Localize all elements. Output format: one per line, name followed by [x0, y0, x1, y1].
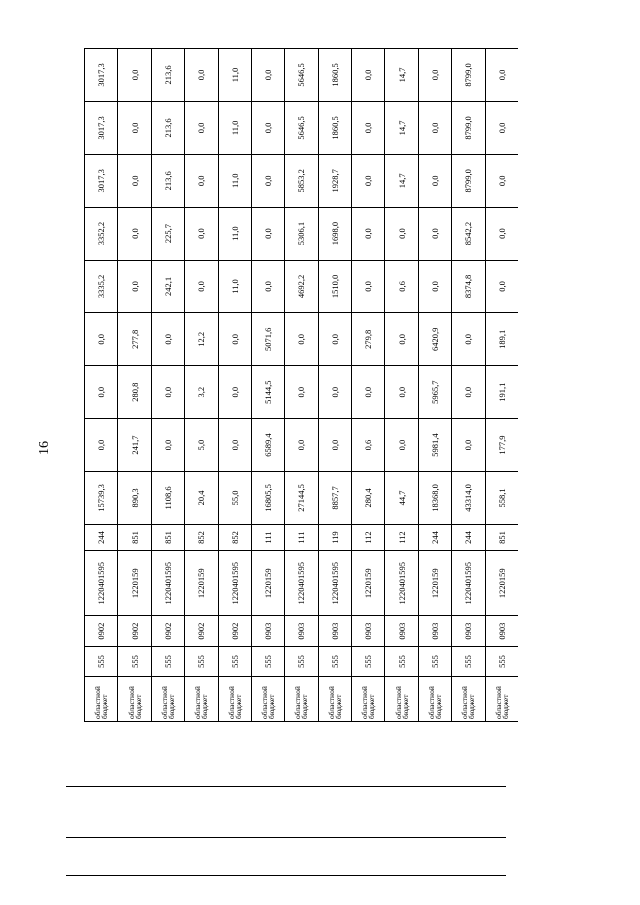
cell-v6: 0,0: [418, 207, 451, 260]
cell-label: областной бюджет: [352, 677, 385, 722]
cell-type: 851: [118, 524, 151, 550]
signature-line: [66, 837, 506, 838]
cell-type: 111: [251, 524, 284, 550]
cell-v4: 5071,6: [251, 313, 284, 366]
cell-v4: 0,0: [318, 313, 351, 366]
cell-v5: 0,0: [185, 260, 218, 313]
cell-v1: 280,4: [352, 471, 385, 524]
cell-target: 1220401595: [318, 551, 351, 616]
cell-v1: 15739,3: [85, 471, 118, 524]
cell-v8: 5646,5: [285, 101, 318, 154]
cell-v8: 0,0: [185, 101, 218, 154]
cell-v7: 3017,3: [85, 154, 118, 207]
cell-section: 0902: [185, 616, 218, 646]
cell-type: 119: [318, 524, 351, 550]
cell-v8: 213,6: [151, 101, 184, 154]
cell-label: областной бюджет: [385, 677, 418, 722]
cell-v5: 0,0: [418, 260, 451, 313]
cell-section: 0903: [452, 616, 485, 646]
cell-v7: 0,0: [251, 154, 284, 207]
cell-v2: 0,0: [318, 419, 351, 472]
cell-target: 1220159: [185, 551, 218, 616]
table-row: [418, 49, 451, 722]
cell-v3: 0,0: [385, 366, 418, 419]
cell-v4: 6420,9: [418, 313, 451, 366]
cell-v1: 55,0: [218, 471, 251, 524]
cell-v9: 0,0: [418, 49, 451, 102]
cell-v8: 0,0: [485, 101, 518, 154]
cell-v1: 27144,5: [285, 471, 318, 524]
cell-label: областной бюджет: [151, 677, 184, 722]
table-row: [318, 49, 351, 722]
signature-line: [66, 786, 506, 787]
signature-line: [66, 875, 506, 876]
cell-v6: 0,0: [485, 207, 518, 260]
cell-label: областной бюджет: [251, 677, 284, 722]
cell-v2: 0,0: [452, 419, 485, 472]
table-row: [251, 49, 284, 722]
cell-v8: 0,0: [352, 101, 385, 154]
cell-v6: 0,0: [118, 207, 151, 260]
cell-section: 0903: [285, 616, 318, 646]
cell-v2: 0,0: [218, 419, 251, 472]
budget-table-frame: [84, 48, 518, 722]
cell-v6: 0,0: [251, 207, 284, 260]
cell-v7: 8799,0: [452, 154, 485, 207]
cell-ministry: 555: [151, 646, 184, 676]
cell-section: 0903: [418, 616, 451, 646]
cell-v2: 241,7: [118, 419, 151, 472]
cell-section: 0903: [385, 616, 418, 646]
cell-v9: 0,0: [485, 49, 518, 102]
cell-v4: 0,0: [151, 313, 184, 366]
cell-v9: 0,0: [352, 49, 385, 102]
cell-v9: 0,0: [118, 49, 151, 102]
cell-v2: 6589,4: [251, 419, 284, 472]
cell-v2: 5,0: [185, 419, 218, 472]
cell-type: 244: [452, 524, 485, 550]
cell-section: 0902: [151, 616, 184, 646]
cell-v3: 280,8: [118, 366, 151, 419]
cell-v2: 0,0: [151, 419, 184, 472]
table-row: [118, 49, 151, 722]
cell-v3: 3,2: [185, 366, 218, 419]
cell-ministry: 555: [285, 646, 318, 676]
cell-v2: 177,9: [485, 419, 518, 472]
cell-v3: 0,0: [452, 366, 485, 419]
cell-label: областной бюджет: [485, 677, 518, 722]
cell-target: 1220401595: [285, 551, 318, 616]
cell-v6: 0,0: [352, 207, 385, 260]
cell-section: 0903: [352, 616, 385, 646]
cell-v2: 5981,4: [418, 419, 451, 472]
cell-v8: 0,0: [118, 101, 151, 154]
cell-v5: 3335,2: [85, 260, 118, 313]
cell-v5: 8374,8: [452, 260, 485, 313]
cell-v6: 0,0: [185, 207, 218, 260]
cell-v4: 0,0: [452, 313, 485, 366]
cell-v8: 11,0: [218, 101, 251, 154]
cell-v4: 0,0: [85, 313, 118, 366]
cell-v3: 5965,7: [418, 366, 451, 419]
cell-v1: 18368,0: [418, 471, 451, 524]
cell-ministry: 555: [418, 646, 451, 676]
cell-ministry: 555: [318, 646, 351, 676]
cell-ministry: 555: [185, 646, 218, 676]
cell-type: 851: [151, 524, 184, 550]
cell-v7: 5853,2: [285, 154, 318, 207]
table-row: [151, 49, 184, 722]
cell-v5: 4692,2: [285, 260, 318, 313]
cell-v6: 0,0: [385, 207, 418, 260]
cell-v5: 0,0: [251, 260, 284, 313]
table-row: [352, 49, 385, 722]
cell-v6: 3352,2: [85, 207, 118, 260]
cell-v8: 1860,5: [318, 101, 351, 154]
cell-v2: 0,0: [85, 419, 118, 472]
cell-target: 1220159: [118, 551, 151, 616]
cell-v3: 5144,5: [251, 366, 284, 419]
cell-section: 0902: [85, 616, 118, 646]
cell-ministry: 555: [218, 646, 251, 676]
cell-v6: 11,0: [218, 207, 251, 260]
cell-v7: 0,0: [185, 154, 218, 207]
cell-target: 1220159: [251, 551, 284, 616]
cell-type: 851: [485, 524, 518, 550]
cell-v5: 0,0: [118, 260, 151, 313]
cell-ministry: 555: [452, 646, 485, 676]
cell-v7: 0,0: [352, 154, 385, 207]
cell-ministry: 555: [485, 646, 518, 676]
cell-type: 244: [418, 524, 451, 550]
cell-v7: 11,0: [218, 154, 251, 207]
cell-ministry: 555: [118, 646, 151, 676]
cell-v3: 191,1: [485, 366, 518, 419]
cell-target: 1220401595: [452, 551, 485, 616]
cell-label: областной бюджет: [285, 677, 318, 722]
table-row: [218, 49, 251, 722]
cell-v1: 890,3: [118, 471, 151, 524]
cell-v9: 11,0: [218, 49, 251, 102]
cell-v5: 242,1: [151, 260, 184, 313]
cell-v7: 0,0: [418, 154, 451, 207]
cell-type: 111: [285, 524, 318, 550]
cell-v4: 279,8: [352, 313, 385, 366]
cell-v1: 16805,5: [251, 471, 284, 524]
cell-v5: 0,6: [385, 260, 418, 313]
cell-target: 1220159: [485, 551, 518, 616]
cell-v3: 0,0: [85, 366, 118, 419]
cell-v8: 0,0: [418, 101, 451, 154]
cell-v2: 0,0: [385, 419, 418, 472]
cell-type: 852: [218, 524, 251, 550]
cell-v6: 1698,0: [318, 207, 351, 260]
cell-label: областной бюджет: [185, 677, 218, 722]
cell-label: областной бюджет: [118, 677, 151, 722]
cell-label: областной бюджет: [85, 677, 118, 722]
cell-v5: 11,0: [218, 260, 251, 313]
budget-table: [84, 48, 518, 722]
cell-v6: 5306,1: [285, 207, 318, 260]
table-row: [385, 49, 418, 722]
cell-section: 0903: [318, 616, 351, 646]
cell-v9: 5646,5: [285, 49, 318, 102]
cell-v4: 12,2: [185, 313, 218, 366]
cell-v1: 558,1: [485, 471, 518, 524]
cell-v8: 0,0: [251, 101, 284, 154]
cell-v9: 8799,0: [452, 49, 485, 102]
cell-ministry: 555: [352, 646, 385, 676]
cell-ministry: 555: [385, 646, 418, 676]
cell-v5: 0,0: [485, 260, 518, 313]
cell-v4: 0,0: [218, 313, 251, 366]
cell-target: 1220401595: [218, 551, 251, 616]
cell-section: 0902: [118, 616, 151, 646]
cell-v9: 1860,5: [318, 49, 351, 102]
cell-target: 1220401595: [385, 551, 418, 616]
cell-v9: 3017,3: [85, 49, 118, 102]
cell-target: 1220401595: [85, 551, 118, 616]
cell-v4: 189,1: [485, 313, 518, 366]
cell-v7: 1928,7: [318, 154, 351, 207]
table-row: [185, 49, 218, 722]
cell-ministry: 555: [251, 646, 284, 676]
cell-v4: 277,8: [118, 313, 151, 366]
table-row: [485, 49, 518, 722]
cell-type: 112: [385, 524, 418, 550]
cell-v8: 3017,3: [85, 101, 118, 154]
page-number: 16: [37, 441, 52, 455]
cell-section: 0902: [218, 616, 251, 646]
cell-v9: 0,0: [185, 49, 218, 102]
cell-label: областной бюджет: [452, 677, 485, 722]
cell-v8: 8799,0: [452, 101, 485, 154]
cell-v3: 0,0: [352, 366, 385, 419]
cell-v1: 44,7: [385, 471, 418, 524]
cell-v3: 0,0: [218, 366, 251, 419]
cell-v3: 0,0: [151, 366, 184, 419]
cell-v1: 1108,6: [151, 471, 184, 524]
cell-label: областной бюджет: [318, 677, 351, 722]
cell-v2: 0,6: [352, 419, 385, 472]
cell-v1: 8857,7: [318, 471, 351, 524]
cell-v1: 43314,0: [452, 471, 485, 524]
cell-ministry: 555: [85, 646, 118, 676]
cell-v6: 225,7: [151, 207, 184, 260]
cell-v8: 14,7: [385, 101, 418, 154]
table-row: [85, 49, 118, 722]
cell-v7: 0,0: [485, 154, 518, 207]
cell-v5: 1510,0: [318, 260, 351, 313]
cell-v3: 0,0: [285, 366, 318, 419]
cell-v9: 213,6: [151, 49, 184, 102]
cell-target: 1220401595: [151, 551, 184, 616]
cell-v2: 0,0: [285, 419, 318, 472]
cell-v5: 0,0: [352, 260, 385, 313]
cell-label: областной бюджет: [218, 677, 251, 722]
table-row: [452, 49, 485, 722]
cell-v7: 213,6: [151, 154, 184, 207]
cell-label: областной бюджет: [418, 677, 451, 722]
cell-v9: 14,7: [385, 49, 418, 102]
cell-section: 0903: [251, 616, 284, 646]
cell-v4: 0,0: [385, 313, 418, 366]
cell-v4: 0,0: [285, 313, 318, 366]
cell-target: 1220159: [418, 551, 451, 616]
cell-v7: 0,0: [118, 154, 151, 207]
cell-type: 852: [185, 524, 218, 550]
cell-v6: 8542,2: [452, 207, 485, 260]
cell-type: 112: [352, 524, 385, 550]
cell-target: 1220159: [352, 551, 385, 616]
cell-v9: 0,0: [251, 49, 284, 102]
cell-type: 244: [85, 524, 118, 550]
cell-v1: 20,4: [185, 471, 218, 524]
cell-section: 0903: [485, 616, 518, 646]
cell-v3: 0,0: [318, 366, 351, 419]
cell-v7: 14,7: [385, 154, 418, 207]
table-row: [285, 49, 318, 722]
